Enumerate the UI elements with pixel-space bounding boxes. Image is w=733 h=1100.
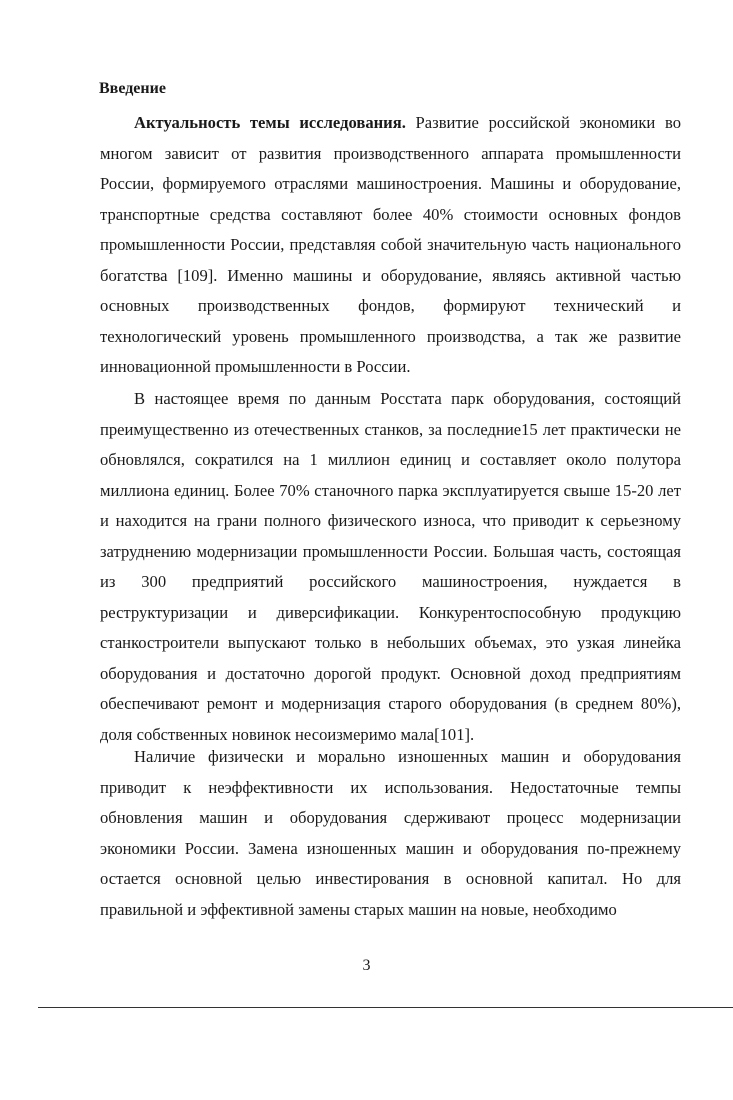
paragraph-relevance (100, 108, 681, 383)
page-number: 3 (362, 957, 371, 974)
footer-divider (38, 1007, 733, 1008)
paragraph-equipment-park: В настоящее время по данным Росстата парк оборудования, состоящий преимущественно из отечественных станков, за последние15 лет практически не обновлялся, сократился на 1 миллион единиц и составляет около полутора миллиона единиц. Более 70% станочного парка эксплуатируется свыше 15-20 лет и находится на грани полного физического износа, что приводит к серьезному затруднению модернизации промышленности России. Большая часть, состоящая из 300 предприятий российского машиностроения, нуждается в реструктуризации и диверсификации. Конкурентоспособную продукцию станкостроители выпускают только в небольших объемах, это узкая линейка оборудования и достаточно дорогой продукт. Основной доход предприятиям обеспечивают ремонт и модернизация старого оборудования (в среднем 80%), доля собственных новинок несоизмеримо мала[101]. (100, 389, 681, 744)
paragraph-worn-equipment: Наличие физически и морально изношенных машин и оборудования приводит к неэффективности их использования. Недостаточные темпы обновления машин и оборудования сдерживают процесс модернизации экономики России. Замена изношенных машин и оборудования по-прежнему остается основной целью инвестирования в основной капитал. Но для правильной и эффективной замены старых машин на новые, необходимо (100, 747, 681, 919)
paragraph-lead-bold: Актуальность темы исследования. (134, 113, 406, 132)
paragraph-relevance-text: Развитие российской экономики во многом зависит от развития производственного аппарата промышленности России, формируемого отраслями машиностроения. Машины и оборудование, транспортные средства составляют более 40% стоимости основных фондов промышленности России, представляя собой значительную часть национального богатства [109]. Именно машины и оборудование, являясь активной частью основных производственных фондов, формируют технический и технологический уровень промышленного производства, а так же развитие инновационной промышленности в России. (100, 113, 681, 376)
section-heading: Введение (99, 80, 166, 97)
